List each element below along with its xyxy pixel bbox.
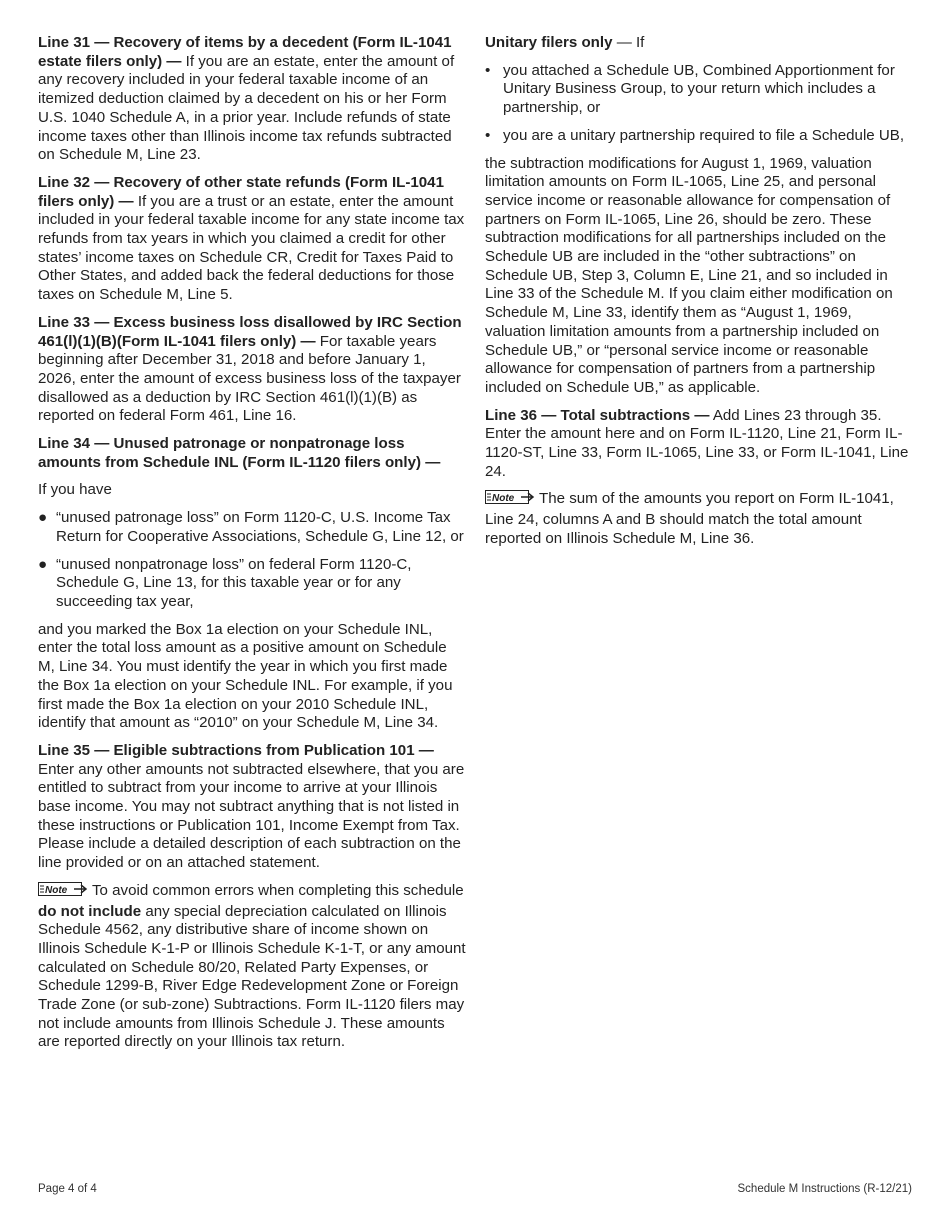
unitary-heading-suffix: — If (612, 34, 645, 51)
note-icon (38, 882, 88, 903)
line36-heading: Line 36 — Total subtractions — (485, 406, 710, 424)
note-icon (485, 490, 535, 511)
line34-intro: If you have (38, 481, 112, 499)
bullet-icon: • (485, 126, 491, 144)
unitary-body: the subtraction modifications for August 1, 1969, valuation limitation amounts on Form IL-1065, Line 25, and personal service income or reasonable allowance for compensation of partners on Form IL-1065, Line 26, should be zero. These subtraction modifications for all partnerships included on the Schedule UB are included in the “other subtractions” on Schedule UB, Step 3, Column E, Line 21, and so included in Line 33 of the Schedule M. If you claim either modification on Schedule M, Line 33, identify them as “August 1, 1969, valuation limitation amounts from a partnership included on Schedule UB,” or “personal service income or reasonable allowance for compensation of partners from a partnership included on Schedule UB,” as applicable. (485, 154, 893, 396)
line34-bullet-text: “unused patronage loss” on Form 1120-C, U.S. Income Tax Return for Cooperative Associations, Schedule G, Line 12, or (56, 509, 464, 545)
note-text-2: any special depreciation calculated on Illinois Schedule 4562, any distributive share of income shown on Illinois Schedule K-1-P or Illinois Schedule K-1-T, or any amount calculated on Schedule 80/20, Related Party Expenses, or Schedule 1299-B, River Edge Redevelopment Zone or Foreign Trade Zone (or sub-zone) Subtractions. Form IL-1120 filers may not include amounts from Illinois Schedule J. These amounts are reported directly on your Illinois tax return. (38, 902, 466, 1051)
line34-bullet-item (38, 556, 466, 612)
round-bullet-icon: ● (38, 509, 48, 527)
line33-paragraph (38, 314, 466, 426)
line34-bullet-item (38, 509, 466, 546)
unitary-bullet-text: you attached a Schedule UB, Combined Apportionment for Unitary Business Group, to your return which includes a partnership, or (503, 61, 895, 117)
footer-page-number: Page 4 of 4 (38, 1183, 97, 1195)
line35-body: Enter any other amounts not subtracted elsewhere, that you are entitled to subtract from your income to arrive at your Illinois base income. You may not subtract anything that is not listed in these instructions or Publication 101, Income Exempt from Tax. Please include a detailed description of each subtraction on the line provided or on an attached statement. (38, 760, 465, 872)
line34-body: and you marked the Box 1a election on your Schedule INL, enter the total loss amount as a positive amount on Schedule M, Line 34. You must identify the year in which you first made the Box 1a election on your Schedule INL. For example, if you first made the Box 1a election on your 2010 Schedule INL, identify that amount as “2010” on your Schedule M, Line 34. (38, 620, 453, 732)
line35-heading: Line 35 — Eligible subtractions from Publication 101 — (38, 741, 434, 759)
unitary-heading: Unitary filers only (485, 34, 613, 51)
line36-body: Add Lines 23 through 35. Enter the amount here and on Form IL-1120, Line 21, Form IL-1120-ST, Line 33, Form IL-1065, Line 33, or Form IL-1041, Line 24. (485, 406, 909, 480)
note-badge-label: Note (492, 493, 515, 505)
unitary-bullet-list (485, 62, 913, 146)
unitary-bullet-item (485, 127, 913, 146)
bullet-icon: • (485, 61, 491, 79)
note-bold: do not include (38, 902, 142, 920)
left-column (38, 34, 466, 1061)
line34-bullet-text: “unused nonpatronage loss” on federal Form 1120-C, Schedule G, Line 13, for this taxable year or for any succeeding tax year, (56, 555, 412, 610)
line33-heading: Line 33 — Excess business loss disallowed by IRC Section 461(l)(1)(B)(Form IL-1041 filers only) — (38, 313, 462, 350)
line34-heading: Line 34 — Unused patronage or nonpatronage loss amounts from Schedule INL (Form IL-1120 filers only) — (38, 435, 441, 471)
note-text-right: The sum of the amounts you report on Form IL-1041, Line 24, columns A and B should match the total amount reported on Illinois Schedule M, Line 36. (485, 490, 894, 547)
note-text-1: To avoid common errors when completing this schedule (92, 881, 464, 899)
unitary-heading-paragraph (485, 34, 913, 53)
footer-form-title: Schedule M Instructions (R-12/21) (737, 1183, 912, 1195)
line34-heading-paragraph (38, 435, 466, 472)
line34-bullet-list (38, 509, 466, 612)
unitary-bullet-text: you are a unitary partnership required to file a Schedule UB, (503, 126, 905, 144)
line36-paragraph (485, 407, 913, 482)
line33-body: For taxable years beginning after December 31, 2018 and before January 1, 2026, enter the amount of excess business loss of the taxpayer disallowed as a deduction by IRC Section 461(l)(1)(B) as reported on federal Form 461, Line 16. (38, 332, 461, 425)
unitary-bullet-item (485, 62, 913, 118)
line31-heading: Line 31 — Recovery of items by a decedent (Form IL-1041 estate filers only) — (38, 34, 452, 70)
line32-paragraph (38, 174, 466, 305)
round-bullet-icon: ● (38, 555, 48, 573)
right-column (485, 34, 913, 558)
line32-heading: Line 32 — Recovery of other state refunds (Form IL-1041 filers only) — (38, 173, 444, 210)
line35-paragraph (38, 742, 466, 873)
line31-body: If you are an estate, enter the amount of any recovery included in your federal taxable income of an itemized deduction claimed by a decedent on his or her Form U.S. 1040 Schedule A, in a prior year. Include refunds of state income taxes other than Illinois income tax refunds subtracted on Schedule M, Line 23. (38, 52, 455, 164)
line31-paragraph (38, 34, 466, 165)
note-badge-label: Note (45, 884, 68, 896)
note-paragraph-right (485, 490, 913, 548)
line32-body: If you are a trust or an estate, enter the amount included in your federal taxable income for any state income tax refunds from tax years in which you claimed a credit for other states’ income taxes on Schedule CR, Credit for Taxes Paid to Other States, and added back the federal deductions for those taxes on Schedule M, Line 5. (38, 192, 465, 304)
note-paragraph (38, 882, 466, 1052)
